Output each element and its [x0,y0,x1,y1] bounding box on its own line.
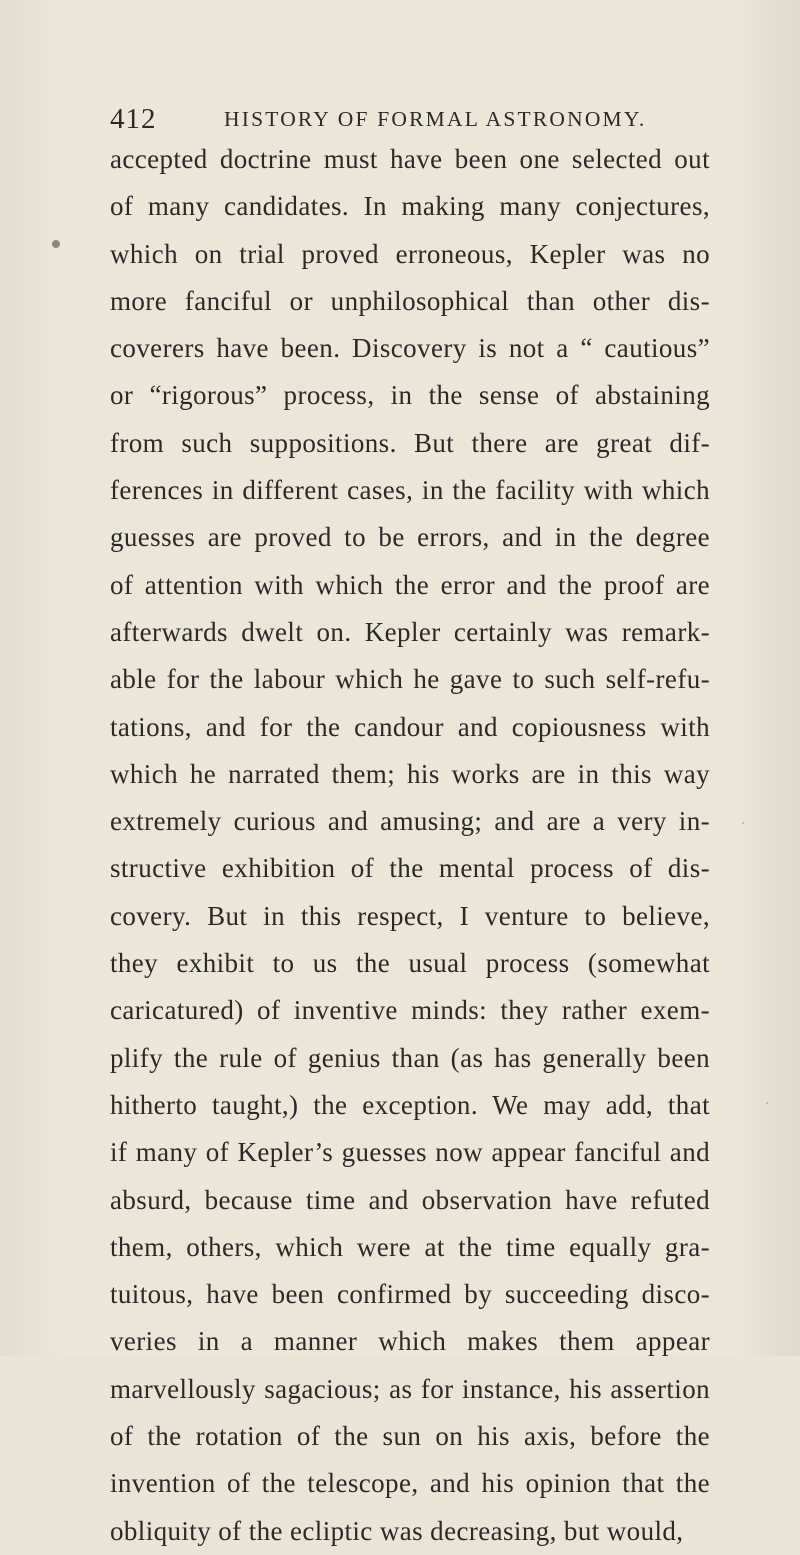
text-line: ferences in different cases, in the facility with which [110,475,710,506]
text-line: able for the labour which he gave to such self-refu- [110,664,710,695]
text-line: marvellously sagacious; as for instance, his assertion [110,1373,710,1404]
page-header [110,103,710,139]
text-line: guesses are proved to be errors, and in the degree [110,522,710,553]
text-line: from such suppositions. But there are great dif- [110,427,710,458]
margin-ink-mark [52,240,60,248]
paper-speck [766,1102,768,1104]
text-line: veries in a manner which makes them appear [110,1326,710,1357]
page-number: 412 [110,103,157,135]
text-line: if many of Kepler’s guesses now appear fanciful and [110,1137,710,1168]
paper-speck [742,822,744,824]
text-line: caricatured) of inventive minds: they rather exem- [110,995,710,1026]
text-line: them, others, which were at the time equally gra- [110,1231,710,1262]
text-line: they exhibit to us the usual process (somewhat [110,948,710,979]
text-line: invention of the telescope, and his opinion that the [110,1468,710,1499]
text-line: of many candidates. In making many conjectures, [110,191,710,222]
text-line: plify the rule of genius than (as has generally been [110,1042,710,1073]
text-line: or “rigorous” process, in the sense of abstaining [110,380,710,411]
text-line: extremely curious and amusing; and are a very in- [110,806,710,837]
text-line: accepted doctrine must have been one selected out [110,144,710,174]
text-line: tuitous, have been confirmed by succeeding disco- [110,1279,710,1310]
text-line: obliquity of the ecliptic was decreasing, but would, [110,1515,684,1546]
text-line: more fanciful or unphilosophical than other dis- [110,285,710,316]
text-line: coverers have been. Discovery is not a “ cautious” [110,333,710,364]
text-line: tations, and for the candour and copiousness with [110,711,710,742]
text-line: afterwards dwelt on. Kepler certainly was remark- [110,616,710,647]
running-head: HISTORY OF FORMAL ASTRONOMY. [224,107,647,131]
text-line: covery. But in this respect, I venture to believe, [110,900,710,931]
text-line: absurd, because time and observation have refuted [110,1184,710,1215]
text-line: of attention with which the error and the proof are [110,569,710,600]
text-line: of the rotation of the sun on his axis, before the [110,1421,710,1452]
text-line: which on trial proved erroneous, Kepler was no [110,238,710,269]
text-line: hitherto taught,) the exception. We may add, that [110,1089,710,1120]
text-line: structive exhibition of the mental process of dis- [110,853,710,884]
text-line: which he narrated them; his works are in this way [110,758,710,789]
body-text [110,136,710,1555]
